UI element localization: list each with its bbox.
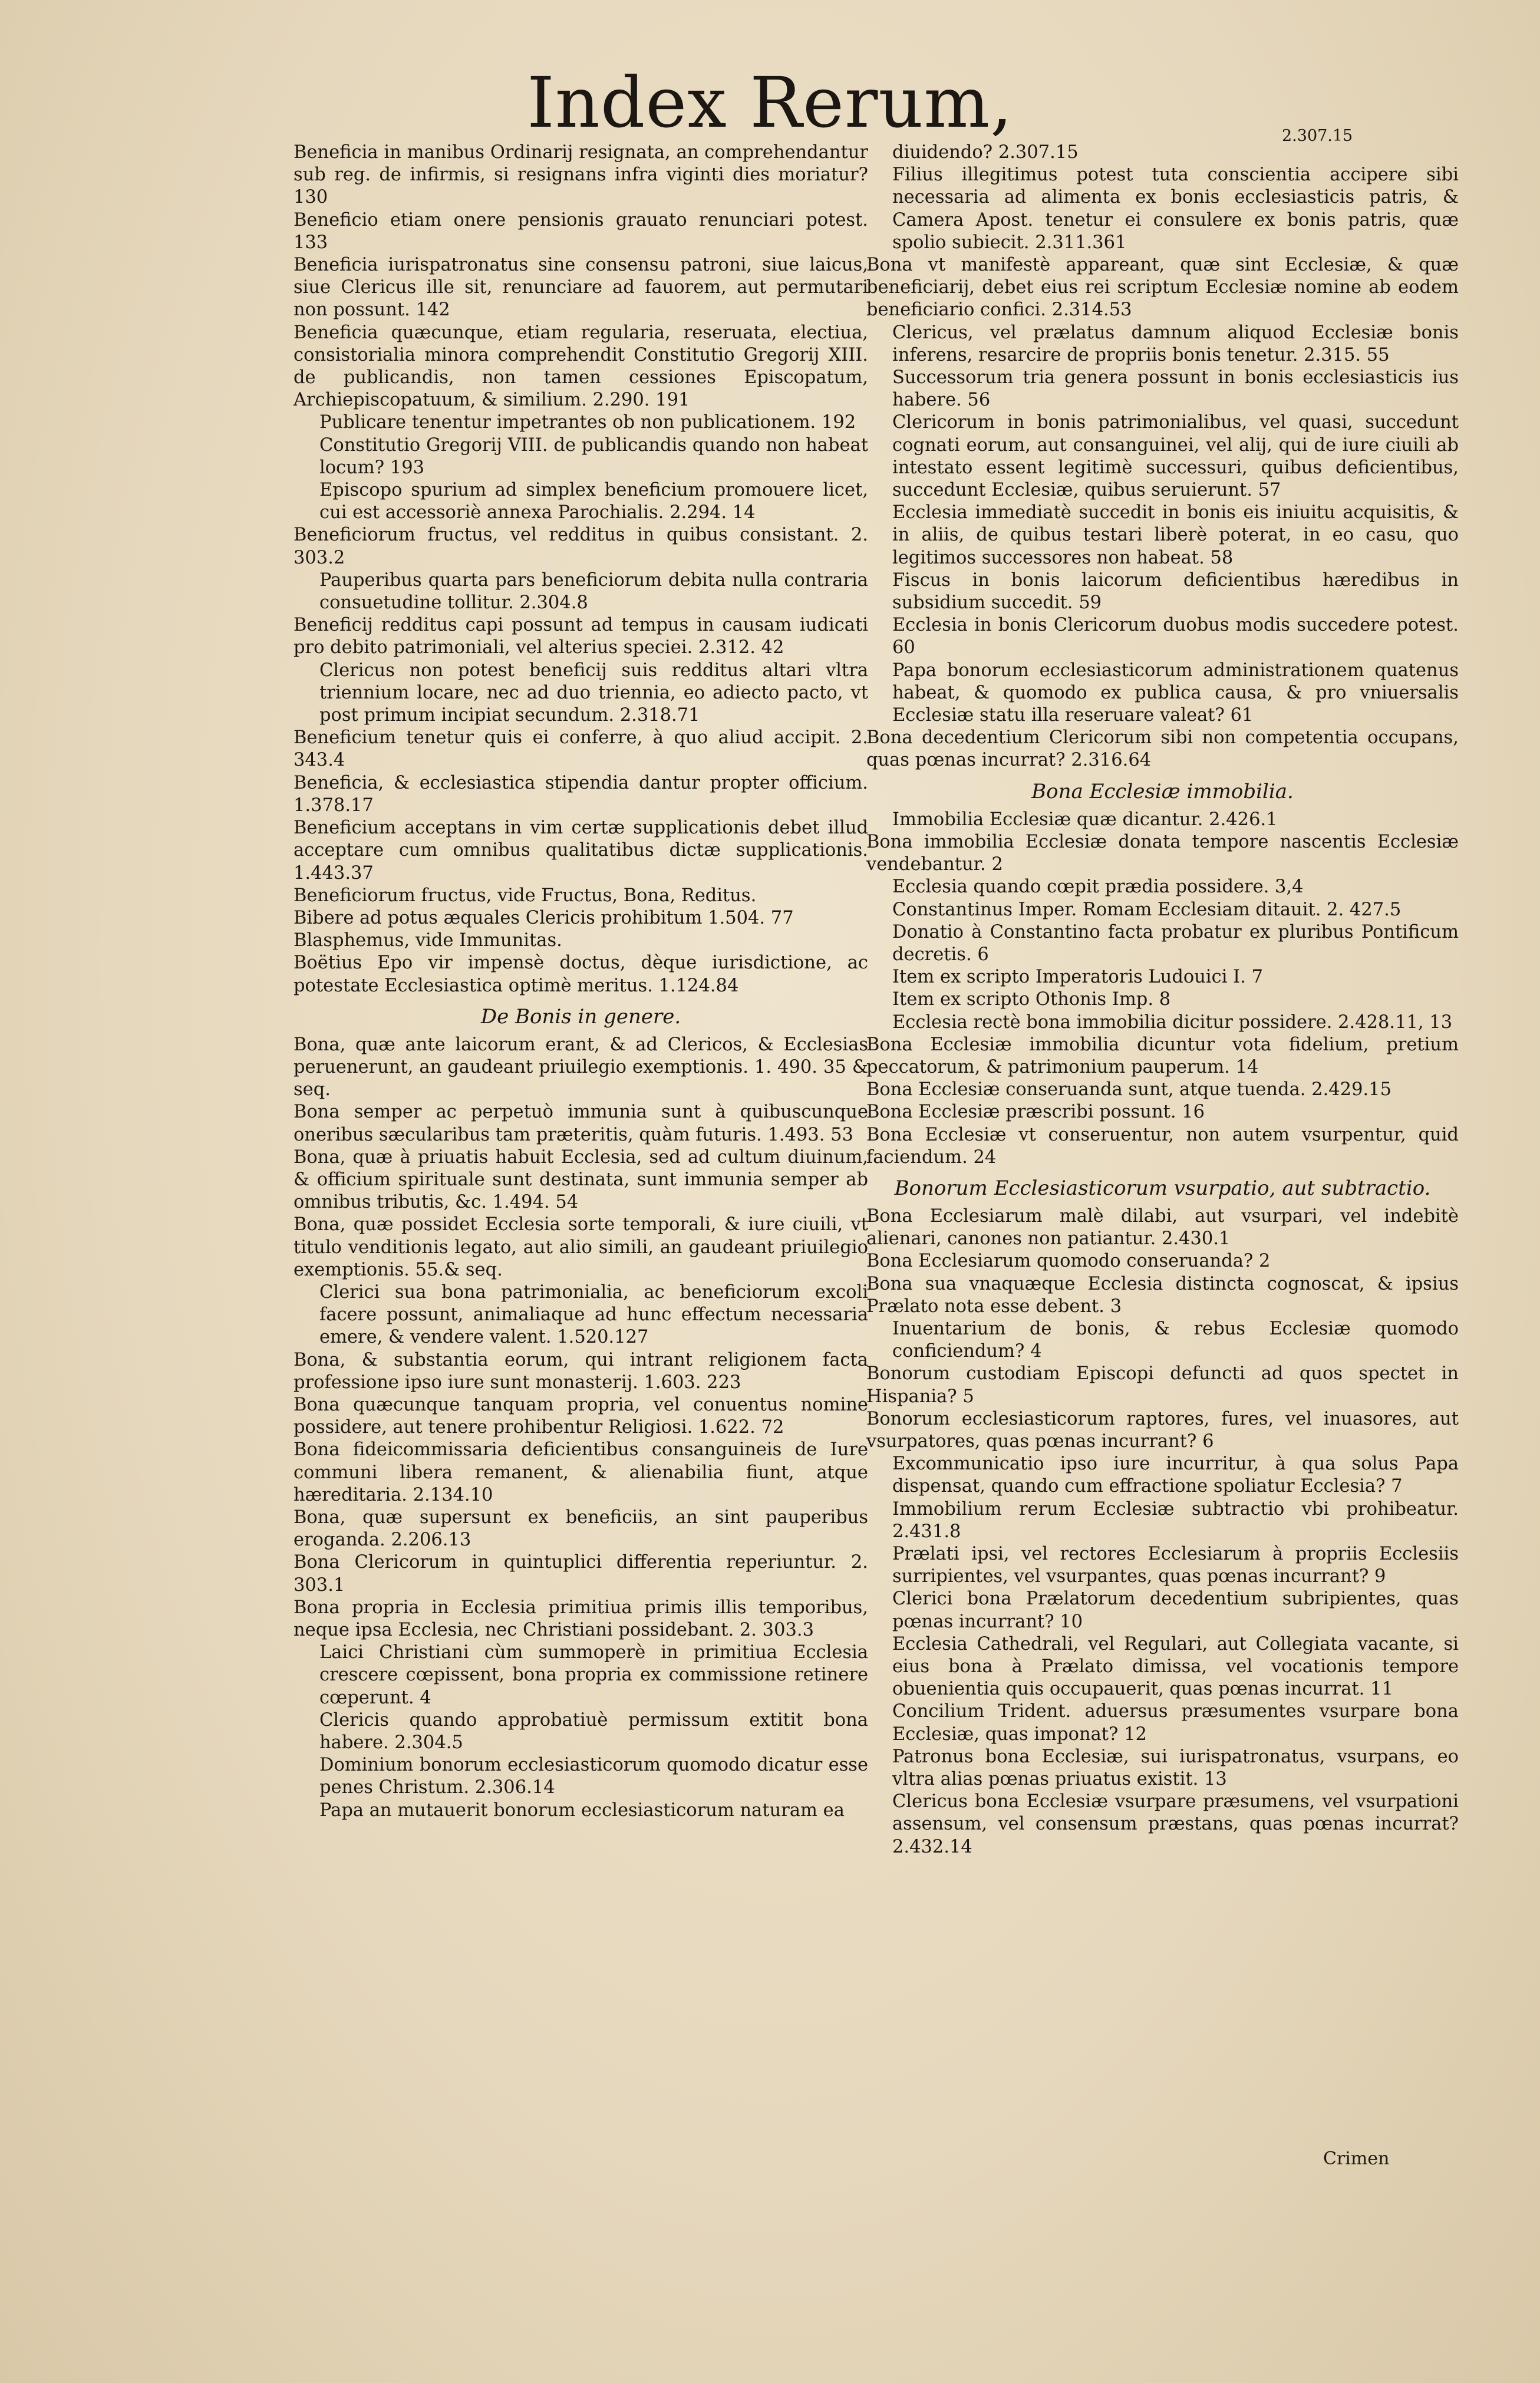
index-entry: Beneficij redditus capi possunt ad tempus in causam iudicati pro debito patrimoniali, vel alterius speciei. 2.312. 42 [294,615,868,658]
index-entry: Beneficio etiam onere pensionis grauato renunciari potest. 133 [294,209,868,253]
index-entry: Patronus bona Ecclesiæ, sui iurispatronatus, vsurpans, eo vltra alias pœnas priuatus existit. 13 [892,1746,1459,1790]
index-entry: Beneficium acceptans in vim certæ supplicationis debet illud acceptare cum omnibus qualitatibus dictæ supplicationis. 1.443.37 [294,818,868,884]
index-entry: Bonorum custodiam Episcopi defuncti ad quos spectet in Hispania? 5 [866,1363,1459,1407]
index-entry: Excommunicatio ipso iure incurritur, à qua solus Papa dispensat, quando cum effractione spoliatur Ecclesia? 7 [892,1453,1459,1497]
index-entry: Filius illegitimus potest tuta conscientia accipere sibi necessaria ad alimenta ex bonis ecclesiasticis patris, & Camera Apost. tenetur ei consulere ex bonis patris, quæ spolio subiecit. 2.311.361 [892,164,1459,253]
index-entry: Beneficium tenetur quis ei conferre, à quo aliud accipit. 2. 343.4 [294,727,868,771]
index-entry: Papa bonorum ecclesiasticorum administrationem quatenus habeat, & quomodo ex publica causa, & pro vniuersalis Ecclesiæ statu illa reseruare valeat? 61 [892,660,1459,726]
index-entry: diuidendo? 2.307.15 [892,142,1079,163]
index-entry: Bona Ecclesiarum malè dilabi, aut vsurpari, vel indebitè alienari, canones non patiantur. 2.430.1 [866,1205,1459,1250]
index-entry: Beneficia in manibus Ordinarij resignata, an comprehendantur sub reg. de infirmis, si resignans infra viginti dies moriatur? 130 [294,142,868,208]
section-heading: Bona Ecclesiæ immobilia. [1031,779,1294,803]
index-entry: Bona Ecclesiæ vt conseruentur, non autem vsurpentur, quid faciendum. 24 [866,1124,1459,1168]
index-entry: Clerici sua bona patrimonialia, ac beneficiorum excoli facere possunt, animaliaque ad hunc effectum necessaria emere, & vendere valent. 1.520.127 [319,1281,868,1348]
index-entry: Laici Christiani cùm summoperè in primitiua Ecclesia crescere cœpissent, bona propria ex commissione retinere cœperunt. 4 [319,1642,868,1708]
section-heading: Bonorum Ecclesiasticorum vsurpatio, aut subtractio. [894,1176,1431,1200]
index-entry: Clericis quando approbatiuè permissum extitit bona habere. 2.304.5 [319,1709,868,1754]
index-entry: Beneficiorum fructus, vel redditus in quibus consistant. 2. 303.2 [294,525,868,568]
index-entry: Constitutio Gregorij VIII. de publicandis quando non habeat locum? 193 [319,434,868,478]
index-entry: Clericus bona Ecclesiæ vsurpare præsumens, vel vsurpationi assensum, vel consensum præstans, quas pœnas incurrat? 2.432.14 [892,1791,1459,1857]
index-entry: Bibere ad potus æquales Clericis prohibitum 1.504. 77 [294,907,794,928]
section-heading: De Bonis in genere. [480,1004,681,1029]
index-entry: Bona Ecclesiæ immobilia dicuntur vota fidelium, pretium peccatorum, & patrimonium pauperum. 14 [866,1034,1459,1077]
index-entry: Bona Ecclesiarum quomodo conseruanda? 2 [866,1251,1271,1272]
index-entry: Papa an mutauerit bonorum ecclesiasticorum naturam ea [319,1799,845,1821]
index-entry: Successorum tria genera possunt in bonis ecclesiasticis ius habere. 56 [892,367,1459,411]
index-entry: Clericorum in bonis patrimonialibus, vel quasi, succedunt cognati eorum, aut consanguinei, vel alij, qui de iure ciuili ab intestato essent legitimè successuri, quibus deficientibus, succedunt Ecclesiæ, quibus seruierunt. 57 [892,412,1459,501]
top-reference: 2.307.15 [1282,127,1353,145]
index-entry: Prælati ipsi, vel rectores Ecclesiarum à propriis Ecclesiis surripientes, vel vsurpantes, quas pœnas incurrant? 9 [892,1543,1459,1587]
index-entry: Bona, quæ possidet Ecclesia sorte temporali, & iure ciuili, vt titulo venditionis legato, aut alio simili, an gaudeant priuilegio exemptionis. 55.& seq. [294,1214,868,1280]
index-entry: Episcopo spurium ad simplex beneficium promouere licet, cui est accessoriè annexa Parochialis. 2.294. 14 [319,480,868,523]
catchword: Crimen [1323,2148,1390,2169]
index-entry: Bona vt manifestè appareant, quæ sint Ecclesiæ, & quæ beneficiarij, debet eius rei scriptum Ecclesiæ nomine ab eodem beneficiario confici. 2.314.53 [866,255,1459,321]
index-entry: Boëtius Epo vir impensè doctus, dèque iurisdictione, ac potestate Ecclesiastica optimè meritus. 1.124.84 [294,952,868,996]
index-entry: Concilium Trident. aduersus præsumentes vsurpare bona Ecclesiæ, quas imponat? 12 [892,1701,1459,1745]
index-entry: Blasphemus, vide Immunitas. [294,930,562,951]
index-entry: Bona sua vnaquæque Ecclesia distincta cognoscat, & ipsius Prælato nota esse debent. 3 [866,1273,1459,1317]
index-entry: Dominium bonorum ecclesiasticorum quomodo dicatur esse penes Christum. 2.306.14 [319,1755,868,1798]
page-title: Index Rerum, [527,62,1013,143]
index-entry: Bona propria in Ecclesia primitiua primis illis temporibus, neque ipsa Ecclesia, nec Christiani possidebant. 2. 303.3 [294,1597,868,1640]
index-entry: Bona decedentium Clericorum sibi non competentia occupans, quas pœnas incurrat? 2.316.64 [866,727,1459,771]
index-entry: Inuentarium de bonis, & rebus Ecclesiæ quomodo conficiendum? 4 [892,1318,1459,1362]
index-entry: Ecclesia in bonis Clericorum duobus modis succedere potest. 60 [892,615,1459,658]
index-entry: Bona quæcunque tanquam propria, vel conuentus nomine possidere, aut tenere prohibentur Religiosi. 1.622. 72 [294,1394,868,1438]
index-entry: Beneficia, & ecclesiastica stipendia dantur propter officium. 1.378.17 [294,772,868,816]
index-entry: Beneficiorum fructus, vide Fructus, Bona, Reditus. [294,885,757,906]
right-column [866,141,1459,1858]
index-entry: Bona Clericorum in quintuplici differentia reperiuntur. 2. 303.1 [294,1552,868,1596]
index-entry: Bona Ecclesiæ conseruanda sunt, atque tuenda. 2.429.15 [866,1079,1391,1100]
index-entry: Clericus, vel prælatus damnum aliquod Ecclesiæ bonis inferens, resarcire de propriis bonis tenetur. 2.315. 55 [892,322,1459,365]
index-entry: Bona immobilia Ecclesiæ donata tempore nascentis Ecclesiæ vendebantur. 2 [866,831,1459,875]
index-entry: Bona fideicommissaria deficientibus consanguineis de Iure communi libera remanent, & alienabilia fiunt, atque hæreditaria. 2.134.10 [294,1439,868,1505]
index-entry: Constantinus Imper. Romam Ecclesiam ditauit. 2. 427.5 [892,899,1402,920]
index-entry: Item ex scripto Othonis Imp. 8 [892,989,1171,1010]
index-entry: Bonorum ecclesiasticorum raptores, fures, vel inuasores, aut vsurpatores, quas pœnas incurrant? 6 [866,1408,1459,1452]
index-entry: Fiscus in bonis laicorum deficientibus hæredibus in subsidium succedit. 59 [892,569,1459,614]
index-entry: Beneficia quæcunque, etiam regularia, reseruata, electiua, consistorialia minora comprehendit Constitutio Gregorij XIII. de publicandis, non tamen cessiones Episcopatum, Archiepiscopatuum, & similium. 2.290. 191 [294,322,868,411]
index-entry: Publicare tenentur impetrantes ob non publicationem. 192 [319,412,856,433]
index-entry: Item ex scripto Imperatoris Ludouici I. 7 [892,967,1263,988]
index-entry: Immobilium rerum Ecclesiæ subtractio vbi prohibeatur. 2.431.8 [892,1498,1459,1542]
index-entry: Immobilia Ecclesiæ quæ dicantur. 2.426.1 [892,809,1278,830]
index-entry: Ecclesia Cathedrali, vel Regulari, aut Collegiata vacante, si eius bona à Prælato dimissa, vel vocationis tempore obuenientia quis occupauerit, quas pœnas incurrat. 11 [892,1633,1459,1700]
left-column [294,141,868,1822]
index-entry: Bona Ecclesiæ præscribi possunt. 16 [866,1102,1205,1123]
index-entry: Pauperibus quarta pars beneficiorum debita nulla contraria consuetudine tollitur. 2.304.8 [319,569,868,614]
index-entry: Clerici bona Prælatorum decedentium subripientes, quas pœnas incurrant? 10 [892,1588,1459,1632]
index-entry: Donatio à Constantino facta probatur ex pluribus Pontificum decretis. 6 [892,921,1459,965]
index-entry: Bona, quæ supersunt ex beneficiis, an sint pauperibus eroganda. 2.206.13 [294,1507,868,1551]
index-entry: Bona, quæ ante laicorum erant, & ad Clericos, & Ecclesias peruenerunt, an gaudeant priuilegio exemptionis. 1. 490. 35 & seq. [294,1034,868,1100]
index-entry: Ecclesia quando cœpit prædia possidere. 3,4 [892,876,1304,898]
index-entry: Clericus non potest beneficij suis redditus altari vltra triennium locare, nec ad duo triennia, eo adiecto pacto, vt post primum incipiat secundum. 2.318.71 [319,660,868,726]
index-entry: Bona semper ac perpetuò immunia sunt à quibuscunque oneribus sæcularibus tam præteritis, quàm futuris. 1.493. 53 [294,1102,868,1145]
index-entry: Ecclesia rectè bona immobilia dicitur possidere. 2.428.11, 13 [892,1011,1453,1033]
index-entry: Beneficia iurispatronatus sine consensu patroni, siue laicus, siue Clericus ille sit, renunciare ad fauorem, aut permutari non possunt. 142 [294,255,868,321]
index-entry: Ecclesia immediatè succedit in bonis eis iniuitu acquisitis, & in aliis, de quibus testari liberè poterat, in eo casu, quo legitimos successores non habeat. 58 [892,502,1459,568]
index-entry: Bona, & substantia eorum, qui intrant religionem facta professione ipso iure sunt monasterij. 1.603. 223 [294,1349,868,1393]
index-entry: Bona, quæ à priuatis habuit Ecclesia, sed ad cultum diuinum, & officium spirituale sunt destinata, sunt immunia semper ab omnibus tributis, &c. 1.494. 54 [294,1146,868,1213]
